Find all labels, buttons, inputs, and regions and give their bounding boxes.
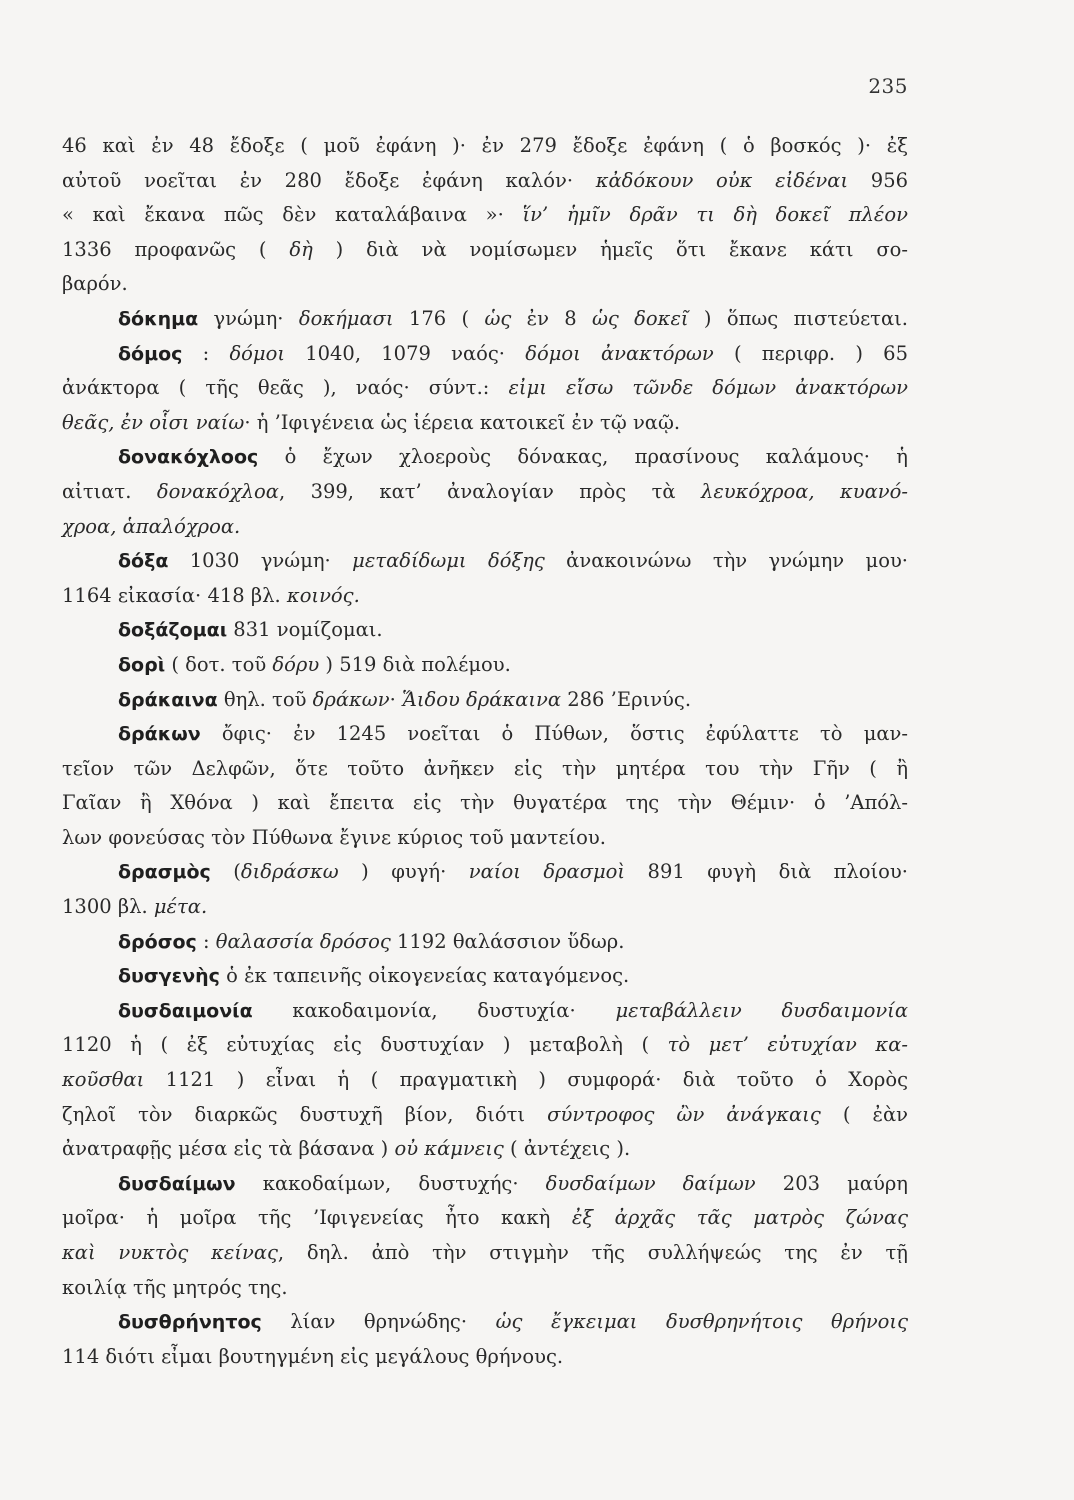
text-segment: ἀνάκτορα ( τῆς θεᾶς ), ναός· σύντ.: [62,376,509,400]
entry-headword: δυσγενὴς [118,965,220,988]
text-segment: ζηλοῖ τὸν διαρκῶς δυστυχῆ βίον, διότι [62,1102,548,1126]
quoted-phrase: δὴ [289,237,313,261]
text-line [62,613,908,648]
text-line [62,855,908,890]
entry-headword: δρασμὸς [118,861,211,884]
text-segment: ἀνατραφῇς μέσα εἰς τὰ βάσανα ) [62,1137,395,1161]
text-line [62,752,908,787]
quoted-phrase: ὡς δοκεῖ [592,306,689,330]
quoted-phrase: δόμοι ἀνακτόρων [525,341,714,365]
dictionary-text [62,129,908,1374]
quoted-phrase: ναίοι δρασμοὶ [468,860,626,884]
text-segment: μοῖρα· ἡ μοῖρα τῆς ’Ιφιγενείας ἦτο κακὴ [62,1206,572,1230]
text-segment: 1300 βλ. [62,895,154,919]
text-segment: 1040, 1079 ναός· [284,341,526,365]
quoted-phrase: λευκόχροα, κυανό- [700,479,908,503]
text-segment: ) φυγή· [338,860,469,884]
text-segment: : [196,929,216,953]
text-segment: ( ἀντέχεις ). [503,1137,631,1161]
text-line [62,1167,908,1202]
text-line [62,890,908,925]
text-segment: λίαν θρηνώδης· [261,1310,496,1334]
text-segment: ἀνακοινώνω τὴν γνώμην μου· [544,549,909,573]
quoted-phrase: ὡς ἔγκειμαι δυσθρηνήτοις θρήνοις [495,1310,908,1334]
text-line [62,1132,908,1167]
text-segment: ) 519 διὰ πολέμου. [319,652,511,676]
text-line [62,786,908,821]
entry-headword: δράκαινα [118,688,218,711]
text-segment: Γαῖαν ἢ Χθόνα ) καὶ ἔπειτα εἰς τὴν θυγατέρα της τὴν Θέμιν· ὁ ’Απόλ- [62,791,908,815]
text-segment: 114 διότι εἶμαι βουτηγμένη εἰς μεγάλους θρήνους. [62,1344,564,1368]
quoted-phrase: ἐξ ἀρχᾶς τᾶς ματρὸς ζώνας [571,1206,908,1230]
text-line [62,1063,908,1098]
text-segment: 891 φυγὴ διὰ πλοίου· [625,860,908,884]
text-segment: κοιλίᾳ τῆς μητρός της. [62,1275,288,1299]
text-segment: ὁ ἐκ ταπεινῆς οἰκογενείας καταγόμενος. [219,964,630,988]
quoted-phrase: τὸ μετ’ εὐτυχίαν κα- [667,1033,908,1057]
text-line [62,821,908,856]
text-segment: · [389,687,402,711]
text-segment: ( ἐὰν [820,1102,908,1126]
quoted-phrase: οὐ κάμνεις [394,1137,504,1161]
entry-headword: δυσδαίμων [118,1172,236,1195]
text-segment: : [182,341,230,365]
text-segment: , δηλ. ἀπὸ τὴν στιγμὴν τῆς συλλήψεώς της ἐν τῇ [277,1241,908,1264]
text-line [62,337,908,372]
text-line [62,510,908,545]
text-segment: τεῖον τῶν Δελφῶν, ὅτε τοῦτο ἀνῆκεν εἰς τὴν μητέρα του τὴν Γῆν ( ἢ [62,756,908,780]
quoted-phrase: διδράσκω [240,860,339,884]
quoted-phrase: Ἅιδου δράκαινα [401,687,562,711]
text-segment: 1030 γνώμη· [168,549,353,573]
text-segment: βαρόν. [62,272,128,296]
quoted-phrase: μέτα. [153,895,208,919]
quoted-phrase: δυσδαίμων δαίμων [545,1171,756,1195]
text-segment: 1120 ἡ ( ἐξ εὐτυχίας εἰς δυστυχίαν ) μεταβολὴ ( [62,1033,668,1057]
text-segment: 1121 ) εἶναι ἡ ( πραγματικὴ ) συμφορά· διὰ τοῦτο ὁ Χορὸς [144,1068,908,1092]
text-segment: 1164 εἰκασία· 418 βλ. [62,583,287,607]
text-segment: ὄφις· ἐν 1245 νοεῖται ὁ Πύθων, ὅστις ἐφύλαττε τὸ μαν- [200,722,908,746]
text-line [62,1028,908,1063]
quoted-phrase: θαλασσία δρόσος [215,929,391,953]
text-segment: , 399, κατ’ ἀναλογίαν πρὸς τὰ [278,479,701,503]
entry-headword: δοξάζομαι [118,619,228,642]
text-line [62,267,908,302]
text-segment: ) διὰ νὰ νομίσωμεν ἡμεῖς ὅτι ἔκανε κάτι σο- [312,237,908,261]
text-line [62,1340,908,1375]
text-segment: θηλ. τοῦ [217,687,313,711]
text-line [62,683,908,718]
text-segment: ἐν 8 [511,306,593,330]
entry-headword: δόξα [118,550,169,573]
quoted-phrase: θεᾶς, ἐν οἷσι ναίω [62,410,245,434]
quoted-phrase: δράκων [312,687,390,711]
text-line [62,1271,908,1306]
text-line [62,371,908,406]
text-line [62,1305,908,1340]
text-line [62,406,908,441]
text-line [62,648,908,683]
text-segment: 1336 προφανῶς ( [62,237,290,261]
text-segment: ) ὅπως πιστεύεται. [688,306,908,330]
text-segment: 831 νομίζομαι. [227,618,383,642]
text-segment: ( [210,860,241,884]
text-segment: 46 καὶ ἐν 48 ἔδοξε ( μοῦ ἐφάνη )· ἐν 279 ἔδοξε ἐφάνη ( ὁ βοσκός )· ἐξ [62,134,908,157]
text-segment: κακοδαιμονία, δυστυχία· [252,998,616,1022]
text-line [62,994,908,1029]
text-segment: γνώμη· [198,306,299,330]
text-line [62,925,908,960]
entry-headword: δυσθρήνητος [118,1311,262,1334]
entry-headword: δυσδαιμονία [118,999,253,1022]
quoted-phrase: δόρυ [272,652,320,676]
page-number: 235 [868,74,908,98]
text-line [62,164,908,199]
entry-headword: δράκων [118,723,201,746]
text-line [62,129,908,164]
text-segment: κακοδαίμων, δυστυχής· [235,1171,546,1195]
quoted-phrase: σύντροφος ὢν ἀνάγκαις [547,1102,821,1126]
quoted-phrase: κοῦσθαι [62,1068,145,1092]
text-segment: ( δοτ. τοῦ [165,652,273,676]
text-line [62,475,908,510]
text-segment: « καὶ ἔκανα πῶς δὲν καταλάβαινα »· [62,203,523,227]
quoted-phrase: καὶ νυκτὸς κείνας [62,1241,278,1264]
text-line [62,1201,908,1236]
text-segment: 286 ’Ερινύς. [561,687,692,711]
quoted-phrase: εἰμι εἴσω τῶνδε δόμων ἀνακτόρων [508,376,908,400]
quoted-phrase: χροα, ἁπαλόχροα. [62,514,241,538]
text-line [62,717,908,752]
entry-headword: δονακόχλοος [118,446,259,469]
quoted-phrase: δονακόχλοα [156,479,279,503]
text-line [62,440,908,475]
text-segment: 956 [848,168,909,192]
text-segment: 1192 θαλάσσιον ὕδωρ. [390,929,625,953]
quoted-phrase: δοκήμασι [298,306,394,330]
text-line [62,1236,908,1271]
text-line [62,198,908,233]
quoted-phrase: μεταδίδωμι δόξης [352,549,545,573]
text-segment: ὁ ἔχων χλοεροὺς δόνακας, πρασίνους καλάμους· ἡ [258,445,908,469]
text-segment: · ἡ ’Ιφιγένεια ὡς ἱέρεια κατοικεῖ ἐν τῷ ναῷ. [244,410,681,434]
text-segment: αἰτιατ. [62,479,157,503]
entry-headword: δορὶ [118,653,166,676]
entry-headword: δόμος [118,342,183,365]
text-line [62,233,908,268]
entry-headword: δόκημα [118,307,199,330]
quoted-phrase: κἀδόκουν οὐκ εἰδέναι [595,168,849,192]
text-segment: 176 ( [393,306,485,330]
quoted-phrase: ὡς [484,306,512,330]
text-line [62,579,908,614]
text-line [62,1098,908,1133]
text-segment: αὐτοῦ νοεῖται ἐν 280 ἔδοξε ἐφάνη καλόν· [62,168,596,192]
quoted-phrase: ἵν’ ἡμῖν δρᾶν τι δὴ δοκεῖ πλέον [522,203,908,227]
text-segment: 203 μαύρη [755,1171,908,1195]
text-line [62,544,908,579]
text-segment: λων φονεύσας τὸν Πύθωνα ἔγινε κύριος τοῦ μαντείου. [62,825,606,849]
quoted-phrase: μεταβάλλειν δυσδαιμονία [615,998,908,1022]
quoted-phrase: δόμοι [229,341,285,365]
text-segment: ( περιφρ. ) 65 [713,341,908,365]
text-line [62,302,908,337]
entry-headword: δρόσος [118,930,197,953]
text-line [62,959,908,994]
quoted-phrase: κοινός. [286,583,360,607]
